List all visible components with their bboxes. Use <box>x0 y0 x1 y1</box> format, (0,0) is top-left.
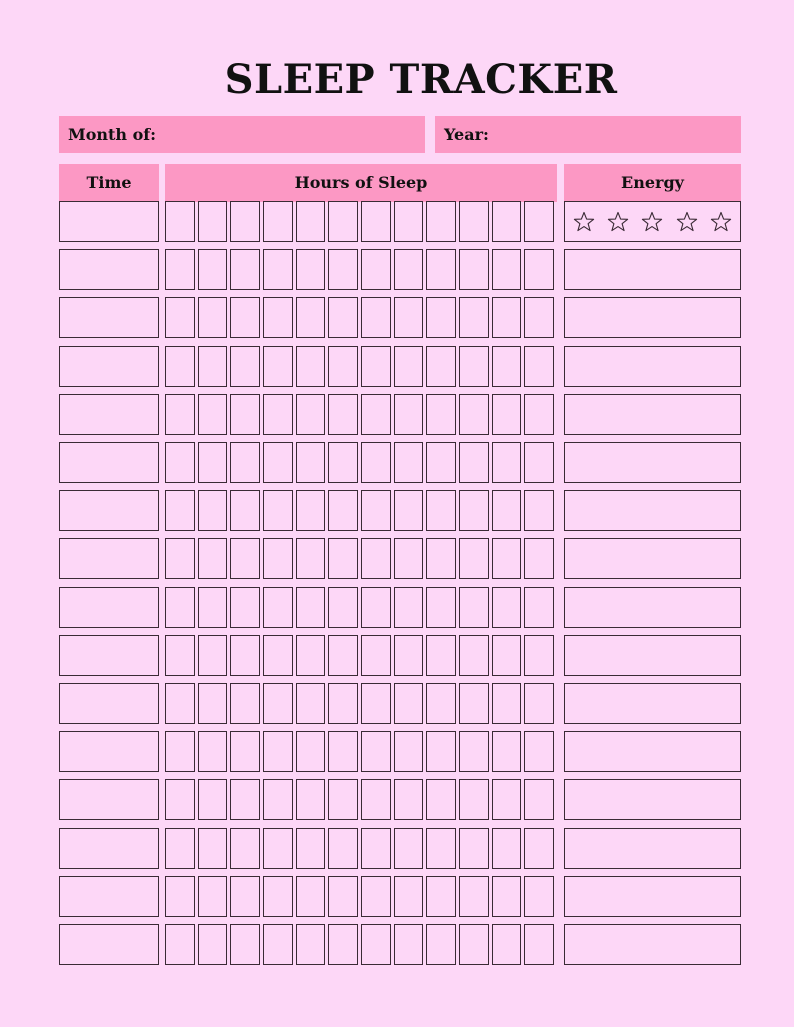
hour-box[interactable] <box>524 635 554 676</box>
hour-box[interactable] <box>524 731 554 772</box>
hour-box[interactable] <box>459 587 489 628</box>
hour-box[interactable] <box>492 442 521 483</box>
hour-box[interactable] <box>492 394 521 435</box>
hour-box[interactable] <box>165 490 195 531</box>
hour-box[interactable] <box>328 876 358 917</box>
hour-box[interactable] <box>459 201 489 242</box>
hour-box[interactable] <box>459 297 489 338</box>
hour-box[interactable] <box>459 779 489 820</box>
hour-box[interactable] <box>361 924 391 965</box>
hour-box[interactable] <box>492 538 521 579</box>
year-field[interactable] <box>435 116 741 153</box>
hour-box[interactable] <box>361 249 391 290</box>
hour-box[interactable] <box>426 876 456 917</box>
hour-box[interactable] <box>296 876 325 917</box>
hour-box[interactable] <box>230 249 260 290</box>
month-field[interactable] <box>59 116 425 153</box>
hour-box[interactable] <box>361 394 391 435</box>
hour-box[interactable] <box>198 779 227 820</box>
hour-box[interactable] <box>230 587 260 628</box>
time-cell[interactable] <box>59 828 159 869</box>
hour-box[interactable] <box>492 249 521 290</box>
energy-cell[interactable] <box>564 731 741 772</box>
time-column-header: Time <box>59 164 159 202</box>
time-cell[interactable] <box>59 683 159 724</box>
time-cell[interactable] <box>59 394 159 435</box>
hour-box[interactable] <box>296 924 325 965</box>
hour-box[interactable] <box>459 346 489 387</box>
hour-box[interactable] <box>198 201 227 242</box>
energy-cell[interactable] <box>564 876 741 917</box>
energy-cell[interactable] <box>564 394 741 435</box>
hour-box[interactable] <box>524 538 554 579</box>
hour-box[interactable] <box>165 394 195 435</box>
hour-box[interactable] <box>492 297 521 338</box>
time-cell[interactable] <box>59 587 159 628</box>
hour-box[interactable] <box>198 394 227 435</box>
hour-box[interactable] <box>394 442 423 483</box>
hour-box[interactable] <box>230 683 260 724</box>
time-cell[interactable] <box>59 297 159 338</box>
hour-box[interactable] <box>296 394 325 435</box>
hour-box[interactable] <box>524 683 554 724</box>
hour-box[interactable] <box>165 924 195 965</box>
hour-box[interactable] <box>230 635 260 676</box>
energy-star-rating <box>567 201 738 242</box>
hour-box[interactable] <box>459 924 489 965</box>
hour-box[interactable] <box>394 828 423 869</box>
hour-box[interactable] <box>296 201 325 242</box>
time-cell[interactable] <box>59 635 159 676</box>
hour-box[interactable] <box>263 876 293 917</box>
hour-box[interactable] <box>263 297 293 338</box>
hour-box[interactable] <box>361 297 391 338</box>
hour-box[interactable] <box>426 828 456 869</box>
hour-box[interactable] <box>230 201 260 242</box>
hour-box[interactable] <box>263 635 293 676</box>
hour-box[interactable] <box>524 346 554 387</box>
hour-box[interactable] <box>328 490 358 531</box>
hour-box[interactable] <box>492 201 521 242</box>
hour-box[interactable] <box>394 779 423 820</box>
hour-box[interactable] <box>361 779 391 820</box>
hour-box[interactable] <box>426 394 456 435</box>
hour-box[interactable] <box>263 346 293 387</box>
hour-box[interactable] <box>165 587 195 628</box>
hour-box[interactable] <box>263 442 293 483</box>
hour-box[interactable] <box>426 635 456 676</box>
hour-box[interactable] <box>198 490 227 531</box>
hour-box[interactable] <box>426 442 456 483</box>
hour-box[interactable] <box>492 924 521 965</box>
hour-box[interactable] <box>459 876 489 917</box>
hour-box[interactable] <box>426 201 456 242</box>
time-cell[interactable] <box>59 201 159 242</box>
hour-box[interactable] <box>524 442 554 483</box>
hour-box[interactable] <box>263 828 293 869</box>
hour-box[interactable] <box>165 876 195 917</box>
hour-box[interactable] <box>361 490 391 531</box>
hour-box[interactable] <box>361 346 391 387</box>
hour-box[interactable] <box>198 731 227 772</box>
hour-box[interactable] <box>394 635 423 676</box>
hour-box[interactable] <box>230 731 260 772</box>
energy-cell[interactable] <box>564 587 741 628</box>
hour-box[interactable] <box>492 731 521 772</box>
hour-box[interactable] <box>524 297 554 338</box>
time-cell[interactable] <box>59 490 159 531</box>
hour-box[interactable] <box>263 779 293 820</box>
hour-box[interactable] <box>165 297 195 338</box>
hour-box[interactable] <box>328 587 358 628</box>
hour-box[interactable] <box>328 297 358 338</box>
hour-box[interactable] <box>394 731 423 772</box>
hour-box[interactable] <box>328 201 358 242</box>
energy-column-header: Energy <box>564 164 741 202</box>
energy-cell[interactable] <box>564 924 741 965</box>
hour-box[interactable] <box>165 635 195 676</box>
hour-box[interactable] <box>165 731 195 772</box>
hour-box[interactable] <box>198 635 227 676</box>
hour-box[interactable] <box>524 876 554 917</box>
energy-cell[interactable] <box>564 828 741 869</box>
hour-box[interactable] <box>296 731 325 772</box>
time-cell[interactable] <box>59 924 159 965</box>
hour-box[interactable] <box>524 779 554 820</box>
year-label: Year: <box>444 125 489 144</box>
hour-box[interactable] <box>492 490 521 531</box>
hour-box[interactable] <box>230 828 260 869</box>
energy-cell[interactable] <box>564 442 741 483</box>
hour-box[interactable] <box>361 683 391 724</box>
hour-box[interactable] <box>263 683 293 724</box>
hour-box[interactable] <box>198 828 227 869</box>
hour-box[interactable] <box>328 442 358 483</box>
hour-box[interactable] <box>328 635 358 676</box>
hour-box[interactable] <box>459 538 489 579</box>
hour-box[interactable] <box>459 731 489 772</box>
hours-of-sleep-column-header: Hours of Sleep <box>165 164 557 202</box>
hour-box[interactable] <box>230 924 260 965</box>
hour-box[interactable] <box>263 538 293 579</box>
hour-box[interactable] <box>198 683 227 724</box>
hour-box[interactable] <box>165 249 195 290</box>
hour-box[interactable] <box>296 635 325 676</box>
time-cell[interactable] <box>59 538 159 579</box>
energy-cell[interactable] <box>564 346 741 387</box>
hour-box[interactable] <box>263 731 293 772</box>
hour-box[interactable] <box>328 683 358 724</box>
hour-box[interactable] <box>263 249 293 290</box>
energy-cell[interactable] <box>564 490 741 531</box>
hour-box[interactable] <box>361 828 391 869</box>
hour-box[interactable] <box>459 249 489 290</box>
hour-box[interactable] <box>524 587 554 628</box>
star-outline-icon[interactable] <box>709 210 733 234</box>
hour-box[interactable] <box>198 249 227 290</box>
hour-box[interactable] <box>328 346 358 387</box>
time-cell[interactable] <box>59 442 159 483</box>
hour-box[interactable] <box>426 683 456 724</box>
hour-box[interactable] <box>198 538 227 579</box>
time-cell[interactable] <box>59 249 159 290</box>
hour-box[interactable] <box>230 490 260 531</box>
hour-box[interactable] <box>296 297 325 338</box>
hour-box[interactable] <box>426 779 456 820</box>
hour-box[interactable] <box>230 779 260 820</box>
hour-box[interactable] <box>263 924 293 965</box>
hour-box[interactable] <box>492 635 521 676</box>
hour-box[interactable] <box>296 249 325 290</box>
hour-box[interactable] <box>296 538 325 579</box>
star-outline-icon[interactable] <box>606 210 630 234</box>
hour-box[interactable] <box>296 490 325 531</box>
time-cell[interactable] <box>59 779 159 820</box>
hour-box[interactable] <box>165 346 195 387</box>
hour-box[interactable] <box>296 346 325 387</box>
hour-box[interactable] <box>361 442 391 483</box>
hour-box[interactable] <box>459 635 489 676</box>
hour-box[interactable] <box>459 683 489 724</box>
hour-box[interactable] <box>296 779 325 820</box>
hour-box[interactable] <box>426 731 456 772</box>
hour-box[interactable] <box>426 490 456 531</box>
hour-box[interactable] <box>492 683 521 724</box>
hour-box[interactable] <box>459 828 489 869</box>
hour-box[interactable] <box>394 201 423 242</box>
hour-box[interactable] <box>165 828 195 869</box>
hour-box[interactable] <box>328 731 358 772</box>
hour-box[interactable] <box>459 442 489 483</box>
hour-box[interactable] <box>426 924 456 965</box>
hour-box[interactable] <box>492 346 521 387</box>
hour-box[interactable] <box>492 779 521 820</box>
hour-box[interactable] <box>328 828 358 869</box>
hour-box[interactable] <box>426 538 456 579</box>
hour-box[interactable] <box>263 394 293 435</box>
star-outline-icon[interactable] <box>640 210 664 234</box>
hour-box[interactable] <box>230 297 260 338</box>
hour-box[interactable] <box>230 442 260 483</box>
hour-box[interactable] <box>394 346 423 387</box>
hour-box[interactable] <box>165 201 195 242</box>
hour-box[interactable] <box>426 587 456 628</box>
hour-box[interactable] <box>165 683 195 724</box>
month-label: Month of: <box>68 125 157 144</box>
hour-box[interactable] <box>524 394 554 435</box>
hour-box[interactable] <box>394 924 423 965</box>
hour-box[interactable] <box>198 876 227 917</box>
time-cell[interactable] <box>59 346 159 387</box>
hour-box[interactable] <box>328 249 358 290</box>
hour-box[interactable] <box>230 346 260 387</box>
hour-box[interactable] <box>459 394 489 435</box>
time-cell[interactable] <box>59 876 159 917</box>
hour-box[interactable] <box>459 490 489 531</box>
hour-box[interactable] <box>524 828 554 869</box>
hour-box[interactable] <box>230 394 260 435</box>
hour-box[interactable] <box>296 683 325 724</box>
energy-cell[interactable] <box>564 538 741 579</box>
hour-box[interactable] <box>426 297 456 338</box>
hour-box[interactable] <box>394 538 423 579</box>
hour-box[interactable] <box>165 538 195 579</box>
hour-box[interactable] <box>198 587 227 628</box>
hour-box[interactable] <box>361 587 391 628</box>
hour-box[interactable] <box>198 346 227 387</box>
hour-box[interactable] <box>361 876 391 917</box>
hour-box[interactable] <box>492 828 521 869</box>
hour-box[interactable] <box>230 876 260 917</box>
hour-box[interactable] <box>328 924 358 965</box>
star-outline-icon[interactable] <box>675 210 699 234</box>
hour-box[interactable] <box>426 346 456 387</box>
energy-cell[interactable] <box>564 635 741 676</box>
energy-cell[interactable] <box>564 297 741 338</box>
hour-box[interactable] <box>328 538 358 579</box>
hour-box[interactable] <box>296 442 325 483</box>
hour-box[interactable] <box>230 538 260 579</box>
hour-box[interactable] <box>296 587 325 628</box>
hour-box[interactable] <box>394 876 423 917</box>
hour-box[interactable] <box>492 876 521 917</box>
hour-box[interactable] <box>394 587 423 628</box>
hour-box[interactable] <box>524 490 554 531</box>
hour-box[interactable] <box>198 297 227 338</box>
hour-box[interactable] <box>361 538 391 579</box>
star-outline-icon[interactable] <box>572 210 596 234</box>
hour-box[interactable] <box>165 779 195 820</box>
hour-box[interactable] <box>263 201 293 242</box>
hour-box[interactable] <box>524 249 554 290</box>
hour-box[interactable] <box>296 828 325 869</box>
hour-box[interactable] <box>394 490 423 531</box>
hour-box[interactable] <box>394 297 423 338</box>
hour-box[interactable] <box>361 635 391 676</box>
hour-box[interactable] <box>198 924 227 965</box>
hour-box[interactable] <box>328 779 358 820</box>
energy-cell[interactable] <box>564 683 741 724</box>
time-cell[interactable] <box>59 731 159 772</box>
hour-box[interactable] <box>361 201 391 242</box>
hour-box[interactable] <box>361 731 391 772</box>
hour-box[interactable] <box>426 249 456 290</box>
hour-box[interactable] <box>394 394 423 435</box>
page-title: SLEEP TRACKER <box>224 56 618 103</box>
hour-box[interactable] <box>263 490 293 531</box>
hour-box[interactable] <box>394 683 423 724</box>
hour-box[interactable] <box>524 924 554 965</box>
hour-box[interactable] <box>524 201 554 242</box>
hour-box[interactable] <box>165 442 195 483</box>
energy-cell[interactable] <box>564 249 741 290</box>
hour-box[interactable] <box>328 394 358 435</box>
hour-box[interactable] <box>198 442 227 483</box>
energy-cell[interactable] <box>564 779 741 820</box>
hour-box[interactable] <box>263 587 293 628</box>
hour-box[interactable] <box>394 249 423 290</box>
hour-box[interactable] <box>492 587 521 628</box>
